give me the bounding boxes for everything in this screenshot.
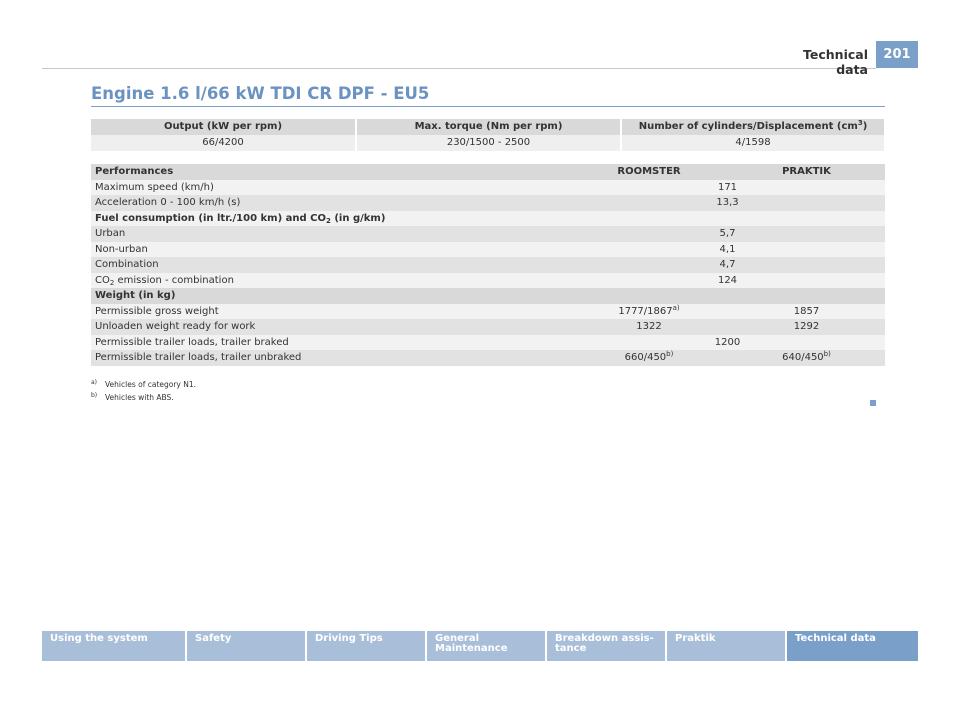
- nav-tab-using-the-system[interactable]: Using the system: [42, 631, 185, 661]
- table-row: [91, 180, 885, 196]
- footnotes: [91, 376, 196, 402]
- row-label: Acceleration 0 - 100 km/h (s): [95, 197, 241, 208]
- table-row: [91, 273, 885, 289]
- footnote-mark: b): [91, 392, 98, 399]
- row-value: 4,1: [719, 243, 736, 255]
- row-label: Unloaden weight ready for work: [95, 321, 256, 332]
- nav-tab-driving-tips[interactable]: Driving Tips: [307, 631, 425, 661]
- nav-tab-safety[interactable]: Safety: [187, 631, 305, 661]
- table-row: [91, 335, 885, 351]
- engine-specs-table: [91, 119, 886, 151]
- footnote-ref: b): [823, 350, 831, 358]
- row-value: 13,3: [716, 197, 739, 208]
- row-value: 1200: [714, 336, 741, 348]
- row-value: 124: [717, 274, 738, 286]
- table-row: [91, 226, 885, 242]
- row-label: Combination: [95, 259, 159, 270]
- roomster-value: 1777/1867$^{a)}$: [618, 303, 680, 317]
- nav-tab-praktik[interactable]: Praktik: [667, 631, 785, 661]
- fuel-consumption-heading-row: [91, 211, 885, 227]
- roomster-header: ROOMSTER: [617, 166, 681, 177]
- title-rule: [91, 106, 885, 107]
- engine-header-row: [91, 119, 885, 135]
- praktik-header: PRAKTIK: [782, 166, 831, 177]
- row-value: 5,7: [719, 228, 736, 239]
- row-value: 4,7: [719, 259, 736, 270]
- row-label: Permissible trailer loads, trailer unbraked: [95, 352, 302, 363]
- roomster-value: 660/450$^{b)}$: [624, 350, 674, 363]
- table-row: [91, 242, 885, 258]
- weight-heading-row: [91, 288, 885, 304]
- fuel-consumption-heading: Fuel consumption (in ltr./100 km) and $CO_2$ (in g/km): [95, 212, 386, 225]
- table-row: [91, 195, 885, 211]
- header-rule: [42, 68, 876, 69]
- torque-value: 230/1500 - 2500: [356, 135, 621, 151]
- end-of-section-icon: [870, 400, 876, 406]
- footnote-a: [91, 376, 196, 389]
- footnote-b: [91, 389, 196, 402]
- praktik-value: 1292: [793, 321, 820, 332]
- table-row: [91, 319, 885, 335]
- displacement-header: Number of cylinders/Displacement $(cm^3)$: [621, 119, 885, 135]
- row-label: Non-urban: [95, 243, 148, 255]
- footnote-text: Vehicles with ABS.: [105, 393, 174, 402]
- row-label: Permissible trailer loads, trailer braked: [95, 336, 289, 348]
- performance-table: [91, 164, 885, 366]
- row-label: Maximum speed (km/h): [95, 181, 214, 193]
- praktik-value: 1857: [793, 305, 820, 317]
- running-header-title: Technical data: [803, 47, 868, 77]
- row-label: $CO_2$ emission - combination: [95, 274, 234, 287]
- chapter-nav: [42, 631, 918, 661]
- row-label: Permissible gross weight: [95, 305, 219, 317]
- table-row: [91, 257, 885, 273]
- performances-header: Performances: [95, 166, 174, 177]
- output-header: Output (kW per rpm): [91, 119, 356, 135]
- row-label: Urban: [95, 228, 126, 239]
- torque-header: Max. torque (Nm per rpm): [356, 119, 621, 135]
- footnote-ref: a): [672, 303, 680, 312]
- praktik-value: 640/450$^{b)}$: [782, 350, 831, 363]
- table-row: [91, 350, 885, 366]
- displacement-value: 4/1598: [621, 135, 885, 151]
- weight-heading: Weight (in kg): [95, 290, 176, 301]
- performance-header-row: [91, 164, 885, 180]
- roomster-value: 1322: [636, 321, 662, 332]
- footnote-mark: a): [91, 379, 98, 386]
- row-value: 171: [717, 181, 738, 193]
- footnote-ref: b): [666, 350, 674, 358]
- nav-tab-technical-data[interactable]: Technical data: [787, 631, 918, 661]
- nav-tab-breakdown-assistance[interactable]: Breakdown assis- tance: [547, 631, 665, 661]
- page-number: 201: [876, 41, 918, 68]
- table-row: [91, 304, 885, 320]
- section-title: Engine 1.6 l/66 kW TDI CR DPF - EU5: [91, 84, 430, 103]
- output-value: 66/4200: [91, 135, 356, 151]
- engine-value-row: [91, 135, 885, 151]
- nav-tab-general-maintenance[interactable]: General Maintenance: [427, 631, 545, 661]
- footnote-text: Vehicles of category N1.: [105, 380, 197, 389]
